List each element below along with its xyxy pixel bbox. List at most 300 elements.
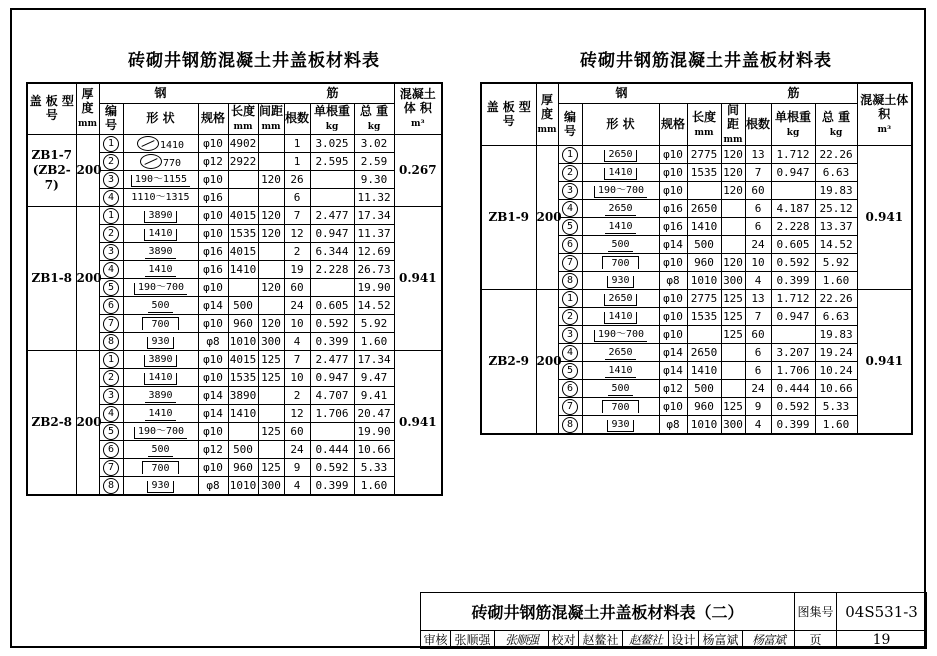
bar-shape [123, 477, 198, 496]
bar-number-circle: 7 [562, 255, 578, 271]
total-weight: 9.41 [354, 387, 394, 405]
unit-weight: 2.228 [310, 261, 354, 279]
concrete-volume: 0.941 [394, 351, 442, 496]
bar-length: 4015 [228, 351, 258, 369]
bar-shape [123, 387, 198, 405]
bar-count: 60 [745, 326, 771, 344]
total-weight: 11.37 [354, 225, 394, 243]
bar-shape-label: 3890 [144, 211, 176, 223]
bar-number-circle: 1 [103, 352, 119, 368]
total-weight: 19.83 [815, 182, 857, 200]
unit-weight: 0.592 [310, 315, 354, 333]
header-shape: 形 状 [123, 104, 198, 135]
bar-shape [123, 243, 198, 261]
bar-length: 4015 [228, 207, 258, 225]
unit-weight: 4.707 [310, 387, 354, 405]
bar-spec: φ8 [659, 416, 687, 435]
total-weight: 22.26 [815, 146, 857, 164]
total-weight: 14.52 [354, 297, 394, 315]
bar-shape [123, 333, 198, 351]
proofer-signature: 赵鳌社 [623, 631, 669, 649]
bar-spec: φ14 [198, 387, 228, 405]
bar-spec: φ10 [198, 135, 228, 153]
bar-number [99, 441, 123, 459]
bar-spec: φ10 [198, 207, 228, 225]
bar-number-circle: 6 [103, 442, 119, 458]
bar-length: 1010 [687, 272, 721, 290]
bar-number [99, 477, 123, 496]
bar-shape [123, 153, 198, 171]
bar-number [99, 279, 123, 297]
bar-count: 7 [745, 164, 771, 182]
bar-shape-label: 500 [608, 240, 632, 252]
bar-number-circle: 8 [103, 478, 119, 494]
total-weight: 13.37 [815, 218, 857, 236]
bar-length: 2775 [687, 290, 721, 308]
bar-shape [123, 261, 198, 279]
unit-weight: 0.399 [771, 272, 815, 290]
bar-spacing [721, 236, 745, 254]
bar-shape [582, 380, 659, 398]
bar-spec: φ16 [198, 189, 228, 207]
bar-count: 4 [284, 477, 310, 496]
bar-count: 26 [284, 171, 310, 189]
total-weight: 14.52 [815, 236, 857, 254]
bar-shape-label: 1410 [144, 373, 176, 385]
bar-number [558, 344, 582, 362]
bar-spacing [721, 218, 745, 236]
concrete-volume: 0.941 [857, 290, 912, 435]
table-row [27, 135, 442, 153]
unit-weight: 2.595 [310, 153, 354, 171]
bar-length: 1410 [228, 405, 258, 423]
bar-spacing: 300 [721, 272, 745, 290]
bar-number [99, 405, 123, 423]
header-shape: 形 状 [582, 104, 659, 146]
bar-number-circle: 6 [562, 381, 578, 397]
header-count: 根数 [745, 104, 771, 146]
bar-spec: φ10 [198, 369, 228, 387]
unit-weight: 0.605 [310, 297, 354, 315]
bar-number-circle: 4 [103, 190, 119, 206]
bar-number-circle: 8 [562, 273, 578, 289]
bar-spacing: 125 [258, 423, 284, 441]
bar-spec: φ14 [659, 344, 687, 362]
bar-number [558, 308, 582, 326]
bar-shape [582, 182, 659, 200]
bar-number-circle: 8 [103, 334, 119, 350]
page-label: 页 [795, 631, 837, 649]
thickness: 200 [76, 207, 99, 351]
bar-number-circle: 5 [562, 219, 578, 235]
bar-spacing: 120 [258, 171, 284, 189]
bar-number-circle: 3 [562, 327, 578, 343]
bar-length: 4015 [228, 243, 258, 261]
bar-length: 500 [687, 236, 721, 254]
bar-spacing [721, 344, 745, 362]
total-weight: 19.90 [354, 279, 394, 297]
bar-number [99, 369, 123, 387]
bar-spec: φ12 [659, 380, 687, 398]
bar-shape [582, 344, 659, 362]
concrete-volume: 0.267 [394, 135, 442, 207]
bar-count: 9 [745, 398, 771, 416]
unit-weight: 6.344 [310, 243, 354, 261]
bar-count: 10 [745, 254, 771, 272]
bar-shape-label: 3890 [145, 391, 175, 403]
bar-number-circle: 1 [103, 136, 119, 152]
bar-shape-label: 930 [147, 481, 173, 493]
bar-spacing: 120 [721, 146, 745, 164]
bar-number [558, 218, 582, 236]
bar-number-circle: 3 [562, 183, 578, 199]
header-count: 根数 [284, 104, 310, 135]
material-table-right [480, 82, 913, 435]
unit-weight: 2.228 [771, 218, 815, 236]
header-length: 长度 mm [687, 104, 721, 146]
reviewer-signature: 张顺强 [495, 631, 549, 649]
unit-weight [771, 182, 815, 200]
unit-weight: 3.207 [771, 344, 815, 362]
bar-spec: φ10 [659, 254, 687, 272]
bar-length: 1010 [228, 333, 258, 351]
header-total-weight: 总 重 kg [815, 104, 857, 146]
bar-number-circle: 8 [562, 417, 578, 433]
bar-number-circle: 4 [562, 345, 578, 361]
bar-number [99, 207, 123, 225]
bar-number-circle: 4 [103, 406, 119, 422]
bar-number [558, 290, 582, 308]
bar-number-circle: 5 [103, 424, 119, 440]
bar-shape-label: 770 [162, 158, 182, 169]
bar-shape [123, 441, 198, 459]
bar-spec: φ14 [659, 362, 687, 380]
bar-count: 2 [284, 243, 310, 261]
bar-spec: φ10 [198, 171, 228, 189]
bar-spec: φ10 [659, 398, 687, 416]
bar-shape [123, 279, 198, 297]
table-row [481, 146, 912, 164]
total-weight: 5.92 [354, 315, 394, 333]
header-spacing: 间距 mm [721, 104, 745, 146]
bar-number [99, 459, 123, 477]
total-weight: 9.47 [354, 369, 394, 387]
bar-count: 4 [284, 333, 310, 351]
bar-number [558, 200, 582, 218]
unit-weight: 1.706 [310, 405, 354, 423]
bar-spacing: 125 [721, 308, 745, 326]
header-concrete: 混凝土体 积 m³ [394, 83, 442, 135]
bar-spec: φ10 [198, 459, 228, 477]
bar-shape-label: 190～700 [134, 427, 187, 439]
bar-count: 24 [745, 236, 771, 254]
total-weight: 10.24 [815, 362, 857, 380]
table-row [481, 290, 912, 308]
bar-length: 960 [687, 254, 721, 272]
unit-weight: 0.399 [310, 477, 354, 496]
unit-weight: 0.947 [310, 225, 354, 243]
bar-length [687, 326, 721, 344]
thickness: 200 [536, 290, 558, 435]
bar-spec: φ10 [198, 423, 228, 441]
bar-length [228, 189, 258, 207]
bar-length: 1535 [687, 308, 721, 326]
bar-number-circle: 1 [103, 208, 119, 224]
bar-count: 1 [284, 135, 310, 153]
header-length: 长度 mm [228, 104, 258, 135]
total-weight: 6.63 [815, 164, 857, 182]
unit-weight: 1.712 [771, 290, 815, 308]
bar-number-circle: 1 [562, 291, 578, 307]
bar-shape [582, 146, 659, 164]
bar-shape [123, 225, 198, 243]
header-no: 编号 [558, 104, 582, 146]
bar-length: 500 [228, 297, 258, 315]
bar-number [99, 351, 123, 369]
header-spec: 规格 [198, 104, 228, 135]
bar-spec: φ16 [198, 261, 228, 279]
bar-count: 1 [284, 153, 310, 171]
bar-shape [123, 423, 198, 441]
bar-number-circle: 1 [562, 147, 578, 163]
bar-spacing: 300 [721, 416, 745, 435]
bar-shape-label: 3890 [145, 247, 175, 259]
bar-count: 4 [745, 272, 771, 290]
bar-shape-label: 1410 [605, 222, 635, 234]
bar-spacing: 125 [721, 326, 745, 344]
bar-number [99, 261, 123, 279]
bar-shape-label: 1410 [144, 229, 176, 241]
bar-spec: φ12 [198, 153, 228, 171]
unit-weight: 4.187 [771, 200, 815, 218]
bar-number [99, 171, 123, 189]
atlas-label: 图集号 [795, 593, 837, 631]
bar-shape [582, 398, 659, 416]
bar-spec: φ16 [659, 218, 687, 236]
total-weight: 1.60 [354, 333, 394, 351]
total-weight: 22.26 [815, 290, 857, 308]
bar-length: 500 [228, 441, 258, 459]
total-weight: 5.33 [354, 459, 394, 477]
bar-length: 960 [228, 459, 258, 477]
total-weight: 19.90 [354, 423, 394, 441]
bar-shape-label: 1410 [605, 366, 635, 378]
bar-shape-label: 1410 [145, 409, 175, 421]
bar-spacing: 120 [258, 279, 284, 297]
unit-weight: 2.477 [310, 351, 354, 369]
bar-spec: φ8 [198, 333, 228, 351]
bar-spec: φ8 [198, 477, 228, 496]
bar-spec: φ10 [659, 326, 687, 344]
total-weight: 17.34 [354, 207, 394, 225]
unit-weight: 0.947 [310, 369, 354, 387]
bar-number-circle: 7 [103, 460, 119, 476]
unit-weight: 3.025 [310, 135, 354, 153]
bar-shape [123, 351, 198, 369]
bar-count: 6 [745, 362, 771, 380]
unit-weight: 1.712 [771, 146, 815, 164]
bar-spacing [721, 362, 745, 380]
bar-number [99, 297, 123, 315]
bar-spacing [258, 153, 284, 171]
bar-number [99, 135, 123, 153]
bar-spec: φ10 [659, 290, 687, 308]
total-weight: 25.12 [815, 200, 857, 218]
bar-length: 960 [228, 315, 258, 333]
bar-number-circle: 2 [562, 165, 578, 181]
bar-shape [123, 297, 198, 315]
bar-count: 24 [284, 297, 310, 315]
bar-number [99, 387, 123, 405]
bar-shape-label: 500 [608, 384, 632, 396]
header-steel: 钢 筋 [99, 83, 394, 104]
total-weight: 26.73 [354, 261, 394, 279]
bar-spacing: 120 [258, 207, 284, 225]
page-number: 19 [837, 631, 927, 649]
bar-spacing: 125 [721, 398, 745, 416]
bar-spacing [721, 200, 745, 218]
bar-spec: φ10 [659, 146, 687, 164]
total-weight: 3.02 [354, 135, 394, 153]
bar-spacing [258, 243, 284, 261]
bar-spec: φ10 [659, 308, 687, 326]
bar-spacing [258, 297, 284, 315]
bar-count: 19 [284, 261, 310, 279]
total-weight: 10.66 [815, 380, 857, 398]
bar-count: 12 [284, 225, 310, 243]
bar-count: 7 [284, 351, 310, 369]
header-spec: 规格 [659, 104, 687, 146]
bar-count: 60 [745, 182, 771, 200]
header-spacing: 间距 mm [258, 104, 284, 135]
bar-shape [582, 254, 659, 272]
unit-weight [771, 326, 815, 344]
total-weight: 5.33 [815, 398, 857, 416]
designer-name: 杨富斌 [699, 631, 743, 649]
bar-spec: φ14 [659, 236, 687, 254]
bar-count: 6 [284, 189, 310, 207]
bar-shape [123, 315, 198, 333]
bar-shape [582, 200, 659, 218]
bar-shape-label: 1410 [145, 265, 175, 277]
bar-number [99, 225, 123, 243]
unit-weight: 0.399 [310, 333, 354, 351]
bar-spacing: 120 [721, 164, 745, 182]
bar-spacing: 125 [258, 369, 284, 387]
thickness: 200 [76, 351, 99, 496]
bar-number-circle: 4 [562, 201, 578, 217]
bar-spacing: 125 [258, 351, 284, 369]
bar-shape-label: 190～1155 [131, 175, 190, 187]
ring-bar-icon [140, 154, 162, 169]
bar-count: 24 [745, 380, 771, 398]
bar-number-circle: 7 [562, 399, 578, 415]
bar-shape-label: 190～700 [594, 330, 647, 342]
bar-count: 24 [284, 441, 310, 459]
bar-number [99, 189, 123, 207]
header-unit-weight: 单根重 kg [310, 104, 354, 135]
bar-length: 2650 [687, 200, 721, 218]
bar-spacing [258, 441, 284, 459]
bar-spacing [258, 189, 284, 207]
bar-spacing [258, 405, 284, 423]
bar-spacing: 125 [721, 290, 745, 308]
header-thickness: 厚 度 mm [536, 83, 558, 146]
bar-number [558, 362, 582, 380]
bar-length: 1410 [228, 261, 258, 279]
unit-weight: 0.592 [771, 398, 815, 416]
bar-count: 12 [284, 405, 310, 423]
bar-spec: φ16 [198, 243, 228, 261]
cover-type: ZB2-9 [481, 290, 536, 435]
bar-number [558, 254, 582, 272]
total-weight: 12.69 [354, 243, 394, 261]
drawing-title: 砖砌井钢筋混凝土井盖板材料表（二） [421, 593, 795, 631]
title-left: 砖砌井钢筋混凝土井盖板材料表 [128, 51, 380, 71]
bar-shape [582, 164, 659, 182]
bar-length: 3890 [228, 387, 258, 405]
review-label: 审核 [421, 631, 451, 649]
bar-shape-label: 2650 [604, 150, 636, 162]
concrete-volume: 0.941 [857, 146, 912, 290]
unit-weight: 0.605 [771, 236, 815, 254]
bar-spec: φ14 [198, 405, 228, 423]
reviewer-name: 张顺强 [451, 631, 495, 649]
bar-number [99, 153, 123, 171]
bar-count: 13 [745, 146, 771, 164]
bar-count: 7 [284, 207, 310, 225]
bar-spacing [258, 261, 284, 279]
bar-spec: φ10 [198, 225, 228, 243]
bar-length: 1010 [228, 477, 258, 496]
header-cover-type: 盖 板 型 号 [481, 83, 536, 146]
bar-shape-label: 700 [602, 400, 638, 413]
bar-number-circle: 4 [103, 262, 119, 278]
cover-type: ZB1-8 [27, 207, 76, 351]
bar-number-circle: 6 [103, 298, 119, 314]
bar-length: 2650 [687, 344, 721, 362]
total-weight: 5.92 [815, 254, 857, 272]
total-weight: 2.59 [354, 153, 394, 171]
bar-shape-label: 700 [142, 461, 178, 474]
bar-shape [582, 236, 659, 254]
bar-spacing [258, 387, 284, 405]
bar-length [687, 182, 721, 200]
bar-number-circle: 3 [103, 244, 119, 260]
thickness: 200 [76, 135, 99, 207]
bar-number-circle: 6 [562, 237, 578, 253]
bar-spacing: 120 [721, 182, 745, 200]
bar-shape-label: 1110～1315 [131, 192, 190, 203]
bar-spacing [721, 380, 745, 398]
bar-length [228, 423, 258, 441]
bar-count: 10 [284, 315, 310, 333]
bar-spacing: 125 [258, 459, 284, 477]
bar-number-circle: 2 [103, 226, 119, 242]
bar-number [558, 380, 582, 398]
cover-type: ZB1-9 [481, 146, 536, 290]
bar-shape-label: 500 [148, 445, 172, 457]
bar-count: 60 [284, 279, 310, 297]
bar-spec: φ10 [198, 279, 228, 297]
proofer-name: 赵鳌社 [579, 631, 623, 649]
bar-count: 10 [284, 369, 310, 387]
thickness: 200 [536, 146, 558, 290]
bar-spec: φ8 [659, 272, 687, 290]
bar-number-circle: 2 [103, 154, 119, 170]
bar-length: 4902 [228, 135, 258, 153]
unit-weight [310, 423, 354, 441]
